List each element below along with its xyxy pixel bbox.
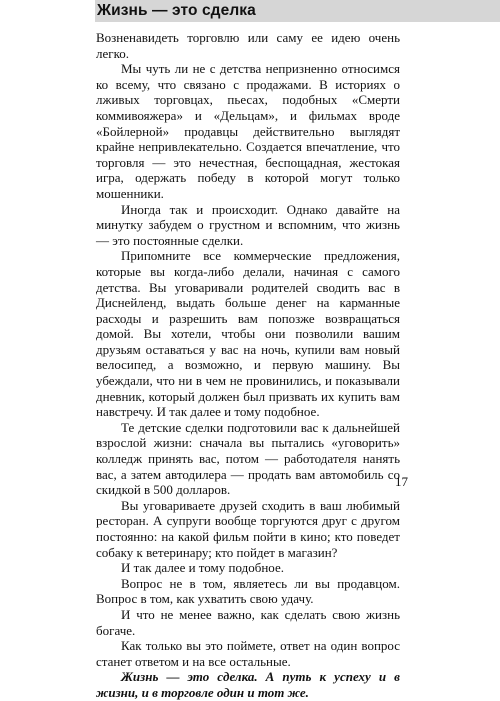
paragraph: Иногда так и происходит. Однако давайте на минутку забудем о грустном и вспомним, что жизнь — это постоянные сделки.	[96, 201, 400, 248]
paragraph: Мы чуть ли не с детства непризненно относимся ко всему, что связано с продажами. В историях о лживых торговцах, пьесах, подобных «Смерти коммивояжера» и «Дельцам», и фильмах вроде «Бойлерной» продавцы действительно выглядят крайне непривлекательно. Создается впечатление, что торговля — это нечестная, беспощадная, жестокая игра, одержать победу в которой могут только мошенники.	[96, 61, 400, 201]
paragraph: Вы уговариваете друзей сходить в ваш любимый ресторан. А супруги вообще торгуются друг с другом постоянно: на какой фильм пойти в кино; кто поведет собаку к ветеринару; кто пойдет в магазин?	[96, 497, 400, 560]
paragraph: Те детские сделки подготовили вас к дальнейшей взрослой жизни: сначала вы пытались «уговорить» колледж принять вас, потом — работодателя нанять вас, а затем автодилера — продать вам автомобиль со скидкой в 500 долларов.	[96, 419, 400, 498]
paragraph: Вопрос не в том, являетесь ли вы продавцом. Вопрос в том, как ухватить свою удачу.	[96, 575, 400, 607]
page-number: 17	[395, 474, 408, 489]
paragraph: Возненавидеть торговлю или саму ее идею очень легко.	[96, 30, 400, 61]
chapter-title: Жизнь — это сделка	[97, 2, 256, 19]
conclusion-paragraph: Жизнь — это сделка. А путь к успеху и в жизни, и в торговле один и тот же.	[96, 669, 400, 700]
paragraph: И так далее и тому подобное.	[121, 560, 284, 576]
paragraph: Как только вы это поймете, ответ на один вопрос станет ответом и на все остальные.	[96, 638, 400, 669]
paragraph: Припомните все коммерческие предложения, которые вы когда-либо делали, начиная с самого детства. Вы уговаривали родителей сводить вас в Диснейленд, выдать больше денег на карманные расходы и разрешить вам попозже возвращаться домой. Вы хотели, чтобы они позволили вашим друзьям оставаться у вас на ночь, купили вам новый велосипед, а возможно, и первую машину. Вы убеждали, что ни в чем не провинились, и показывали дневник, который должен был призвать их купить вам навстречу. И так далее и тому подобное.	[96, 248, 400, 420]
paragraph: И что не менее важно, как сделать свою жизнь богаче.	[96, 606, 400, 638]
page-body	[96, 30, 400, 701]
